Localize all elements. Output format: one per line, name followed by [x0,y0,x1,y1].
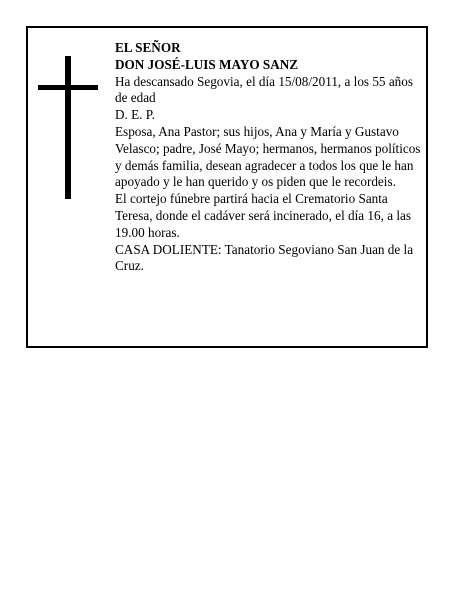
notice-text [115,40,421,275]
obituary-notice [26,26,428,348]
mourning-house: CASA DOLIENTE: Tanatorio Segoviano San Juan de la Cruz. [115,241,414,274]
rip-line: D. E. P. [115,107,155,123]
cross-horizontal-bar [38,85,98,90]
notice-title-line1: EL SEÑOR [115,40,181,55]
cross-vertical-bar [65,56,71,199]
notice-title-line2: DON JOSÉ-LUIS MAYO SANZ [115,56,299,72]
funeral-details: El cortejo fúnebre partirá hacia el Crematorio Santa Teresa, donde el cadáver será incinerado, el día 16, a las 19.00 horas. [115,191,412,240]
death-announcement: Ha descansado Segovia, el día 15/08/2011, a los 55 años de edad [115,73,413,106]
family-thanks: Esposa, Ana Pastor; sus hijos, Ana y María y Gustavo Velasco; padre, José Mayo; hermanos, hermanos políticos y demás familia, desean agradecer a todos los que le han apoyado y le han querido y os piden que le recordeis. [115,123,421,190]
